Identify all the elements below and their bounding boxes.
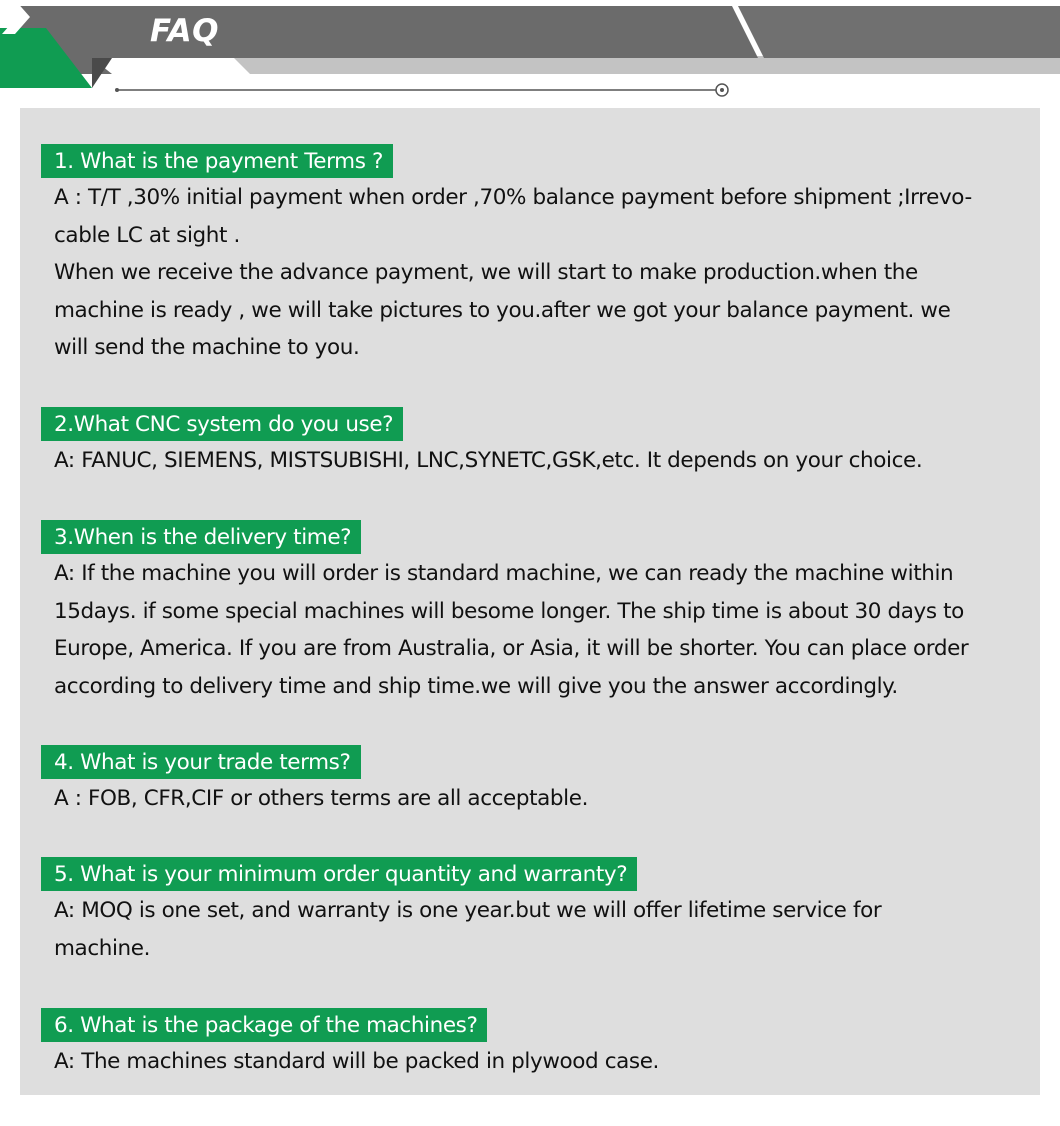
faq-answer-6: [54, 1043, 1026, 1081]
faq-question-2: 2.What CNC system do you use?: [41, 407, 403, 441]
faq-answer-line: machine is ready , we will take pictures to you.after we got your balance payment. we: [54, 297, 951, 323]
faq-answer-line: 15days. if some special machines will besome longer. The ship time is about 30 days to: [54, 598, 964, 624]
header-underlay-stripe: [232, 56, 1060, 74]
faq-answer-line: according to delivery time and ship time.we will give you the answer accordingly.: [54, 673, 898, 699]
faq-answer-line: A: FANUC, SIEMENS, MISTSUBISHI, LNC,SYNETC,GSK,etc. It depends on your choice.: [54, 448, 923, 473]
faq-answer-line: will send the machine to you.: [54, 335, 360, 360]
faq-answer-line: When we receive the advance payment, we will start to make production.when the: [54, 260, 918, 285]
faq-answer-line: A: If the machine you will order is standard machine, we can ready the machine within: [54, 561, 954, 586]
faq-question-6: 6. What is the package of the machines?: [41, 1008, 487, 1042]
faq-answer-3: [54, 555, 1026, 705]
faq-question-3: 3.When is the delivery time?: [41, 520, 361, 554]
faq-answer-line: A : FOB, CFR,CIF or others terms are all acceptable.: [54, 786, 589, 811]
faq-answer-1: [54, 179, 1026, 367]
chevron-right-icon: [0, 0, 32, 34]
faq-answer-line: A : T/T ,30% initial payment when order ,70% balance payment before shipment ;Irrevo-: [54, 185, 972, 210]
faq-header: [0, 0, 1060, 100]
faq-answer-2: [54, 442, 1026, 480]
faq-answer-line: A: MOQ is one set, and warranty is one year.but we will offer lifetime service for: [54, 898, 882, 923]
faq-answer-line: Europe, America. If you are from Australia, or Asia, it will be shorter. You can place order: [54, 636, 969, 661]
header-bar-right: [738, 6, 1060, 58]
page-title: FAQ: [150, 13, 220, 49]
faq-answer-line: A: The machines standard will be packed in plywood case.: [54, 1049, 659, 1074]
faq-answer-5: [54, 892, 1026, 967]
faq-question-1: 1. What is the payment Terms ?: [41, 144, 393, 178]
faq-answer-line: machine.: [54, 935, 151, 961]
faq-panel: [20, 108, 1040, 1095]
decorative-line: [115, 84, 728, 96]
faq-question-5: 5. What is your minimum order quantity and warranty?: [41, 857, 637, 891]
faq-answer-line: cable LC at sight .: [54, 222, 240, 248]
faq-answer-4: [54, 780, 1026, 818]
faq-question-4: 4. What is your trade terms?: [41, 745, 361, 779]
